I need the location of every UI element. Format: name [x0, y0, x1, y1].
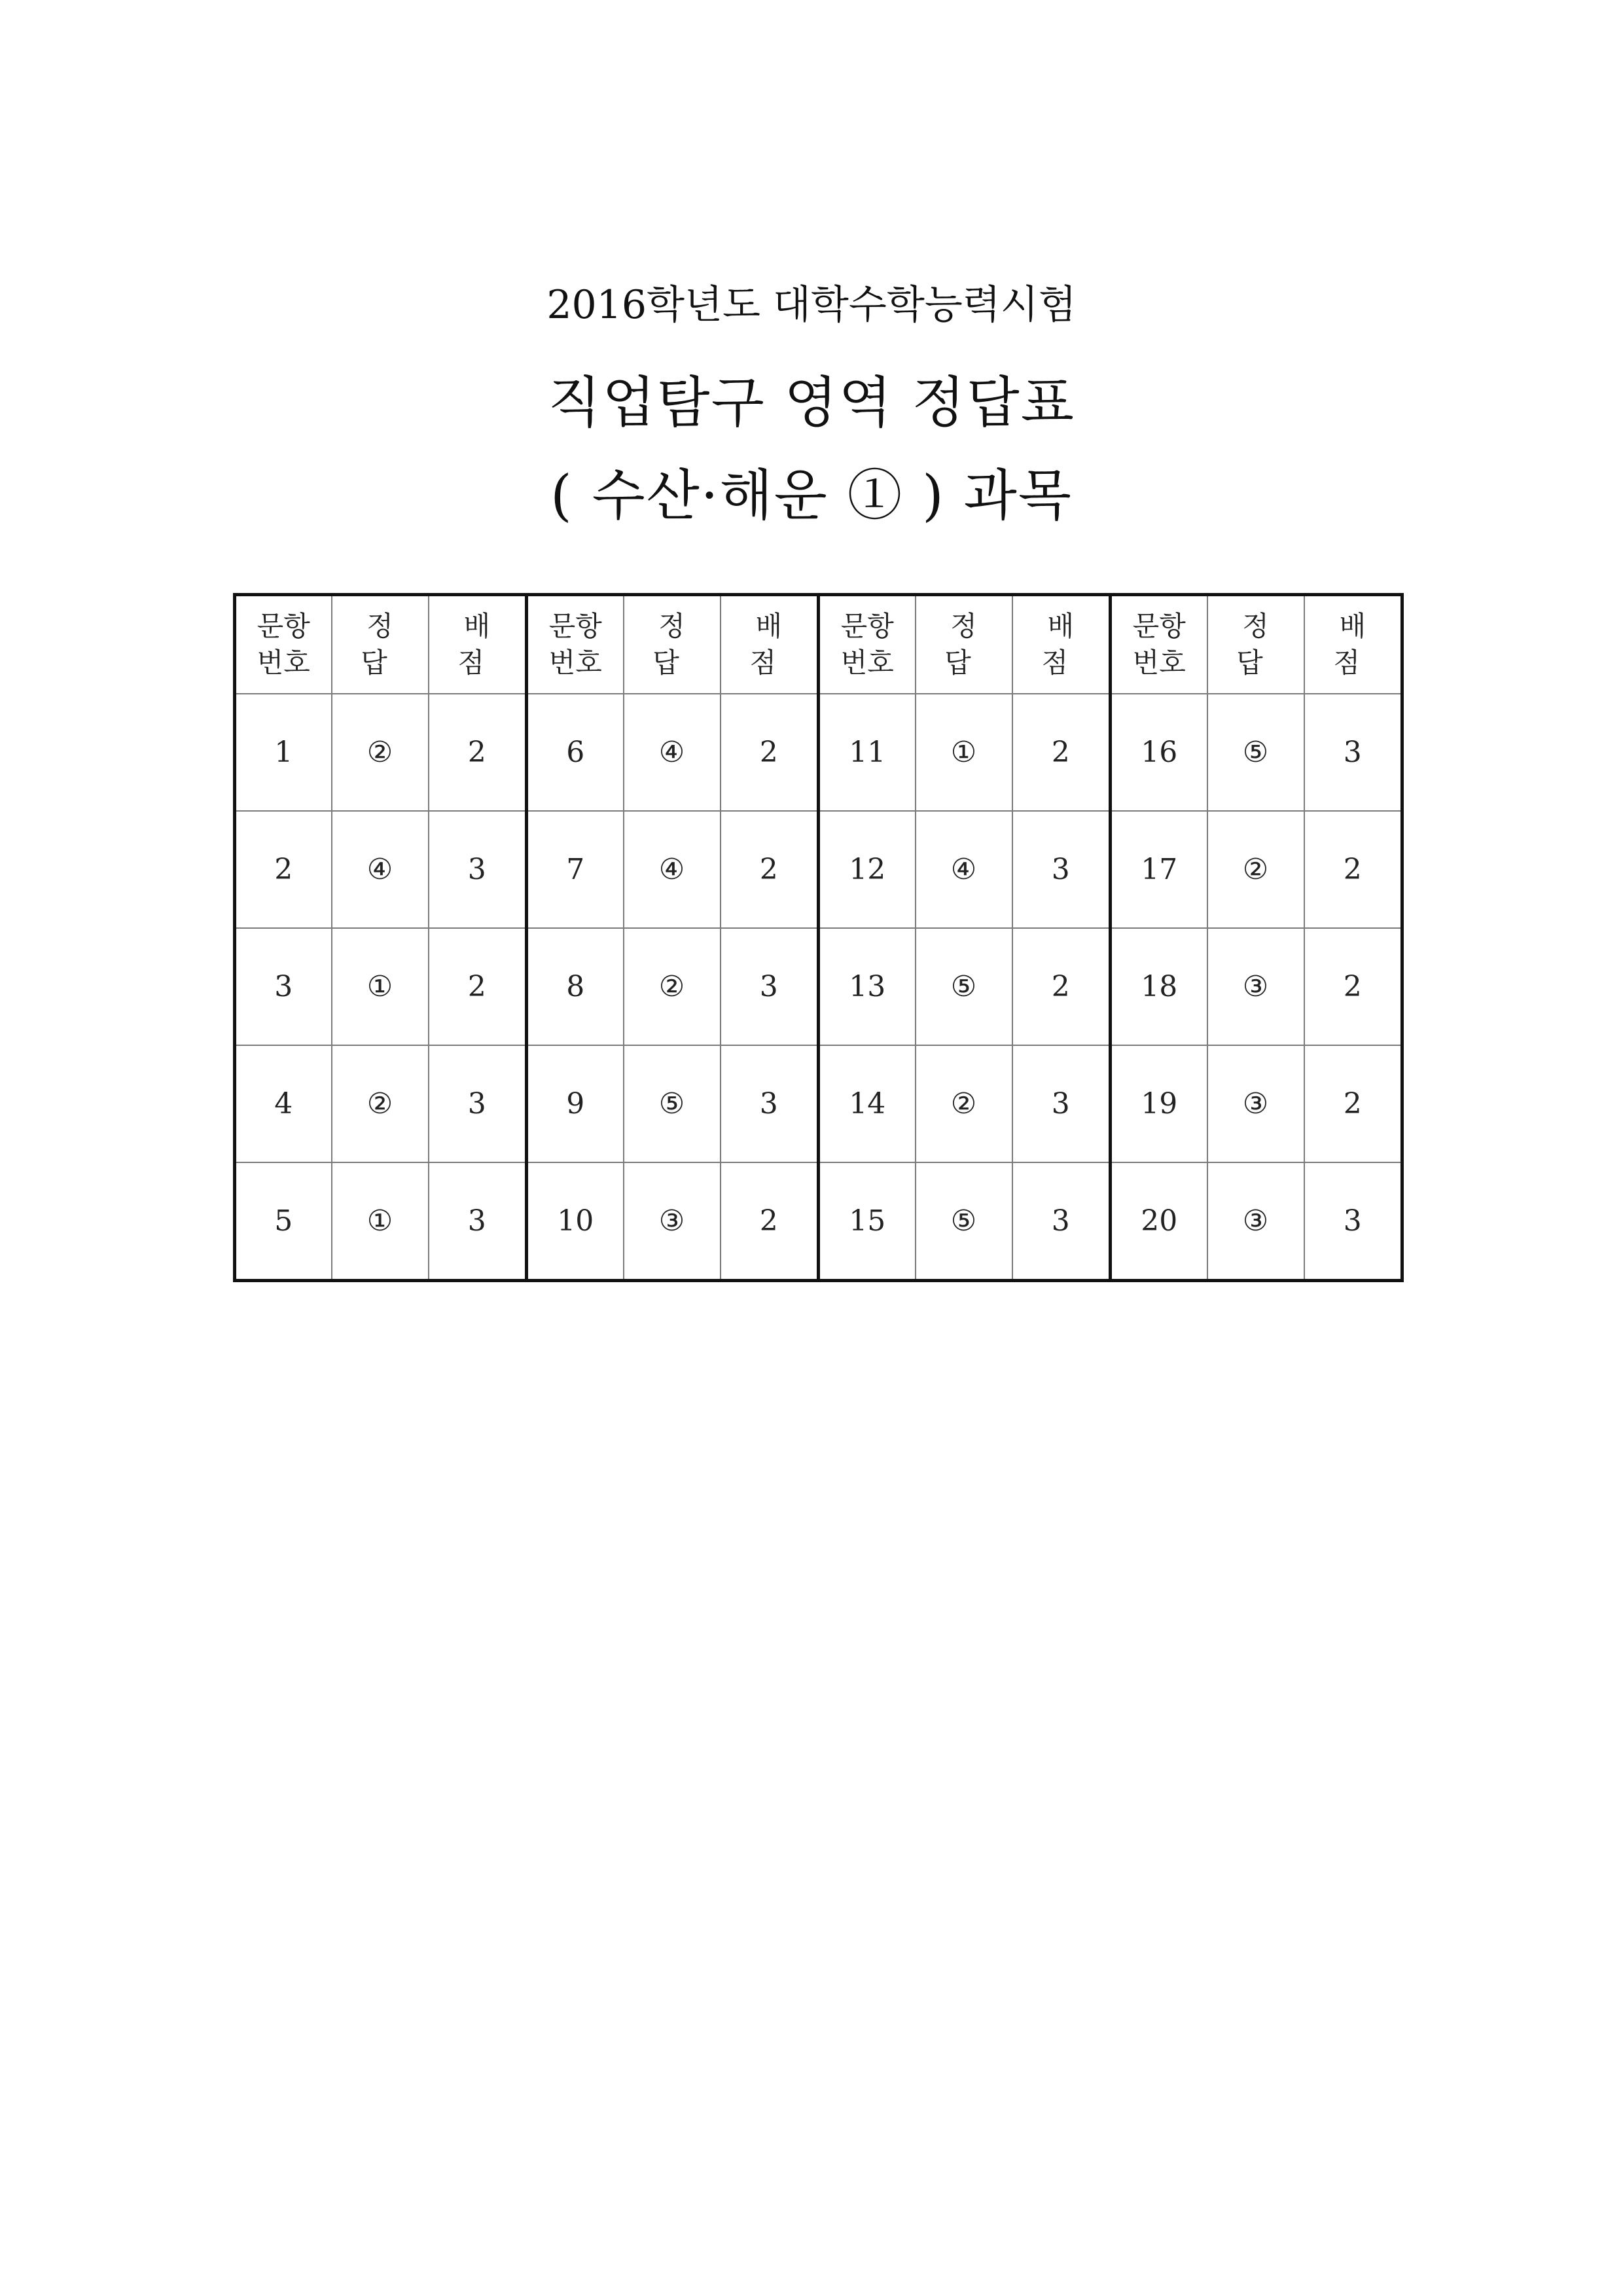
score-cell: 2 — [1304, 1045, 1402, 1162]
question-number: 7 — [527, 811, 624, 928]
score-cell: 3 — [1012, 1045, 1111, 1162]
question-number: 20 — [1111, 1162, 1207, 1281]
column-header-number: 문항 번호 — [235, 595, 332, 694]
score-cell: 2 — [1012, 928, 1111, 1045]
question-number: 12 — [819, 811, 916, 928]
score-cell: 2 — [1012, 694, 1111, 811]
header-row — [235, 595, 1402, 694]
column-header-answer: 정 답 — [624, 595, 721, 694]
question-number: 11 — [819, 694, 916, 811]
answer-cell: ③ — [1207, 928, 1304, 1045]
score-cell: 3 — [429, 1045, 527, 1162]
question-number: 5 — [235, 1162, 332, 1281]
question-number: 1 — [235, 694, 332, 811]
column-header-score: 배 점 — [429, 595, 527, 694]
answer-cell: ⑤ — [916, 928, 1012, 1045]
question-number: 8 — [527, 928, 624, 1045]
answer-cell: ① — [916, 694, 1012, 811]
column-header-score: 배 점 — [1304, 595, 1402, 694]
table-row — [235, 928, 1402, 1045]
answer-cell: ② — [332, 694, 429, 811]
answer-cell: ① — [332, 928, 429, 1045]
answer-cell: ⑤ — [624, 1045, 721, 1162]
question-number: 19 — [1111, 1045, 1207, 1162]
score-cell: 2 — [1304, 811, 1402, 928]
column-header-answer: 정 답 — [332, 595, 429, 694]
answer-cell: ⑤ — [1207, 694, 1304, 811]
answer-sheet-title: 직업탐구 영역 정답표 — [548, 370, 1075, 435]
score-cell: 3 — [1304, 1162, 1402, 1281]
answer-table — [233, 593, 1404, 1282]
table-row — [235, 694, 1402, 811]
answer-cell: ③ — [1207, 1045, 1304, 1162]
column-header-score: 배 점 — [721, 595, 819, 694]
column-header-score: 배 점 — [1012, 595, 1111, 694]
table-row — [235, 1045, 1402, 1162]
question-number: 16 — [1111, 694, 1207, 811]
question-number: 3 — [235, 928, 332, 1045]
score-cell: 3 — [1012, 1162, 1111, 1281]
score-cell: 2 — [721, 1162, 819, 1281]
question-number: 2 — [235, 811, 332, 928]
answer-cell: ① — [332, 1162, 429, 1281]
score-cell: 3 — [429, 811, 527, 928]
answer-cell: ④ — [624, 694, 721, 811]
score-cell: 3 — [1304, 694, 1402, 811]
score-cell: 2 — [1304, 928, 1402, 1045]
table-row — [235, 1162, 1402, 1281]
answer-cell: ④ — [624, 811, 721, 928]
question-number: 9 — [527, 1045, 624, 1162]
answer-cell: ② — [624, 928, 721, 1045]
score-cell: 2 — [721, 694, 819, 811]
question-number: 13 — [819, 928, 916, 1045]
question-number: 17 — [1111, 811, 1207, 928]
question-number: 18 — [1111, 928, 1207, 1045]
answer-cell: ② — [1207, 811, 1304, 928]
score-cell: 2 — [429, 694, 527, 811]
answer-cell: ② — [916, 1045, 1012, 1162]
score-cell: 3 — [721, 1045, 819, 1162]
answer-cell: ④ — [332, 811, 429, 928]
subject-title: ( 수산·해운 ① ) 과목 — [550, 463, 1073, 528]
question-number: 14 — [819, 1045, 916, 1162]
column-header-number: 문항 번호 — [1111, 595, 1207, 694]
column-header-number: 문항 번호 — [527, 595, 624, 694]
question-number: 15 — [819, 1162, 916, 1281]
question-number: 4 — [235, 1045, 332, 1162]
answer-cell: ③ — [624, 1162, 721, 1281]
score-cell: 2 — [721, 811, 819, 928]
score-cell: 3 — [429, 1162, 527, 1281]
column-header-answer: 정 답 — [1207, 595, 1304, 694]
answer-cell: ③ — [1207, 1162, 1304, 1281]
question-number: 6 — [527, 694, 624, 811]
score-cell: 3 — [721, 928, 819, 1045]
answer-cell: ⑤ — [916, 1162, 1012, 1281]
score-cell: 2 — [429, 928, 527, 1045]
exam-title: 2016학년도 대학수학능력시험 — [546, 282, 1077, 328]
score-cell: 3 — [1012, 811, 1111, 928]
column-header-answer: 정 답 — [916, 595, 1012, 694]
table-row — [235, 811, 1402, 928]
column-header-number: 문항 번호 — [819, 595, 916, 694]
question-number: 10 — [527, 1162, 624, 1281]
answer-cell: ④ — [916, 811, 1012, 928]
answer-cell: ② — [332, 1045, 429, 1162]
